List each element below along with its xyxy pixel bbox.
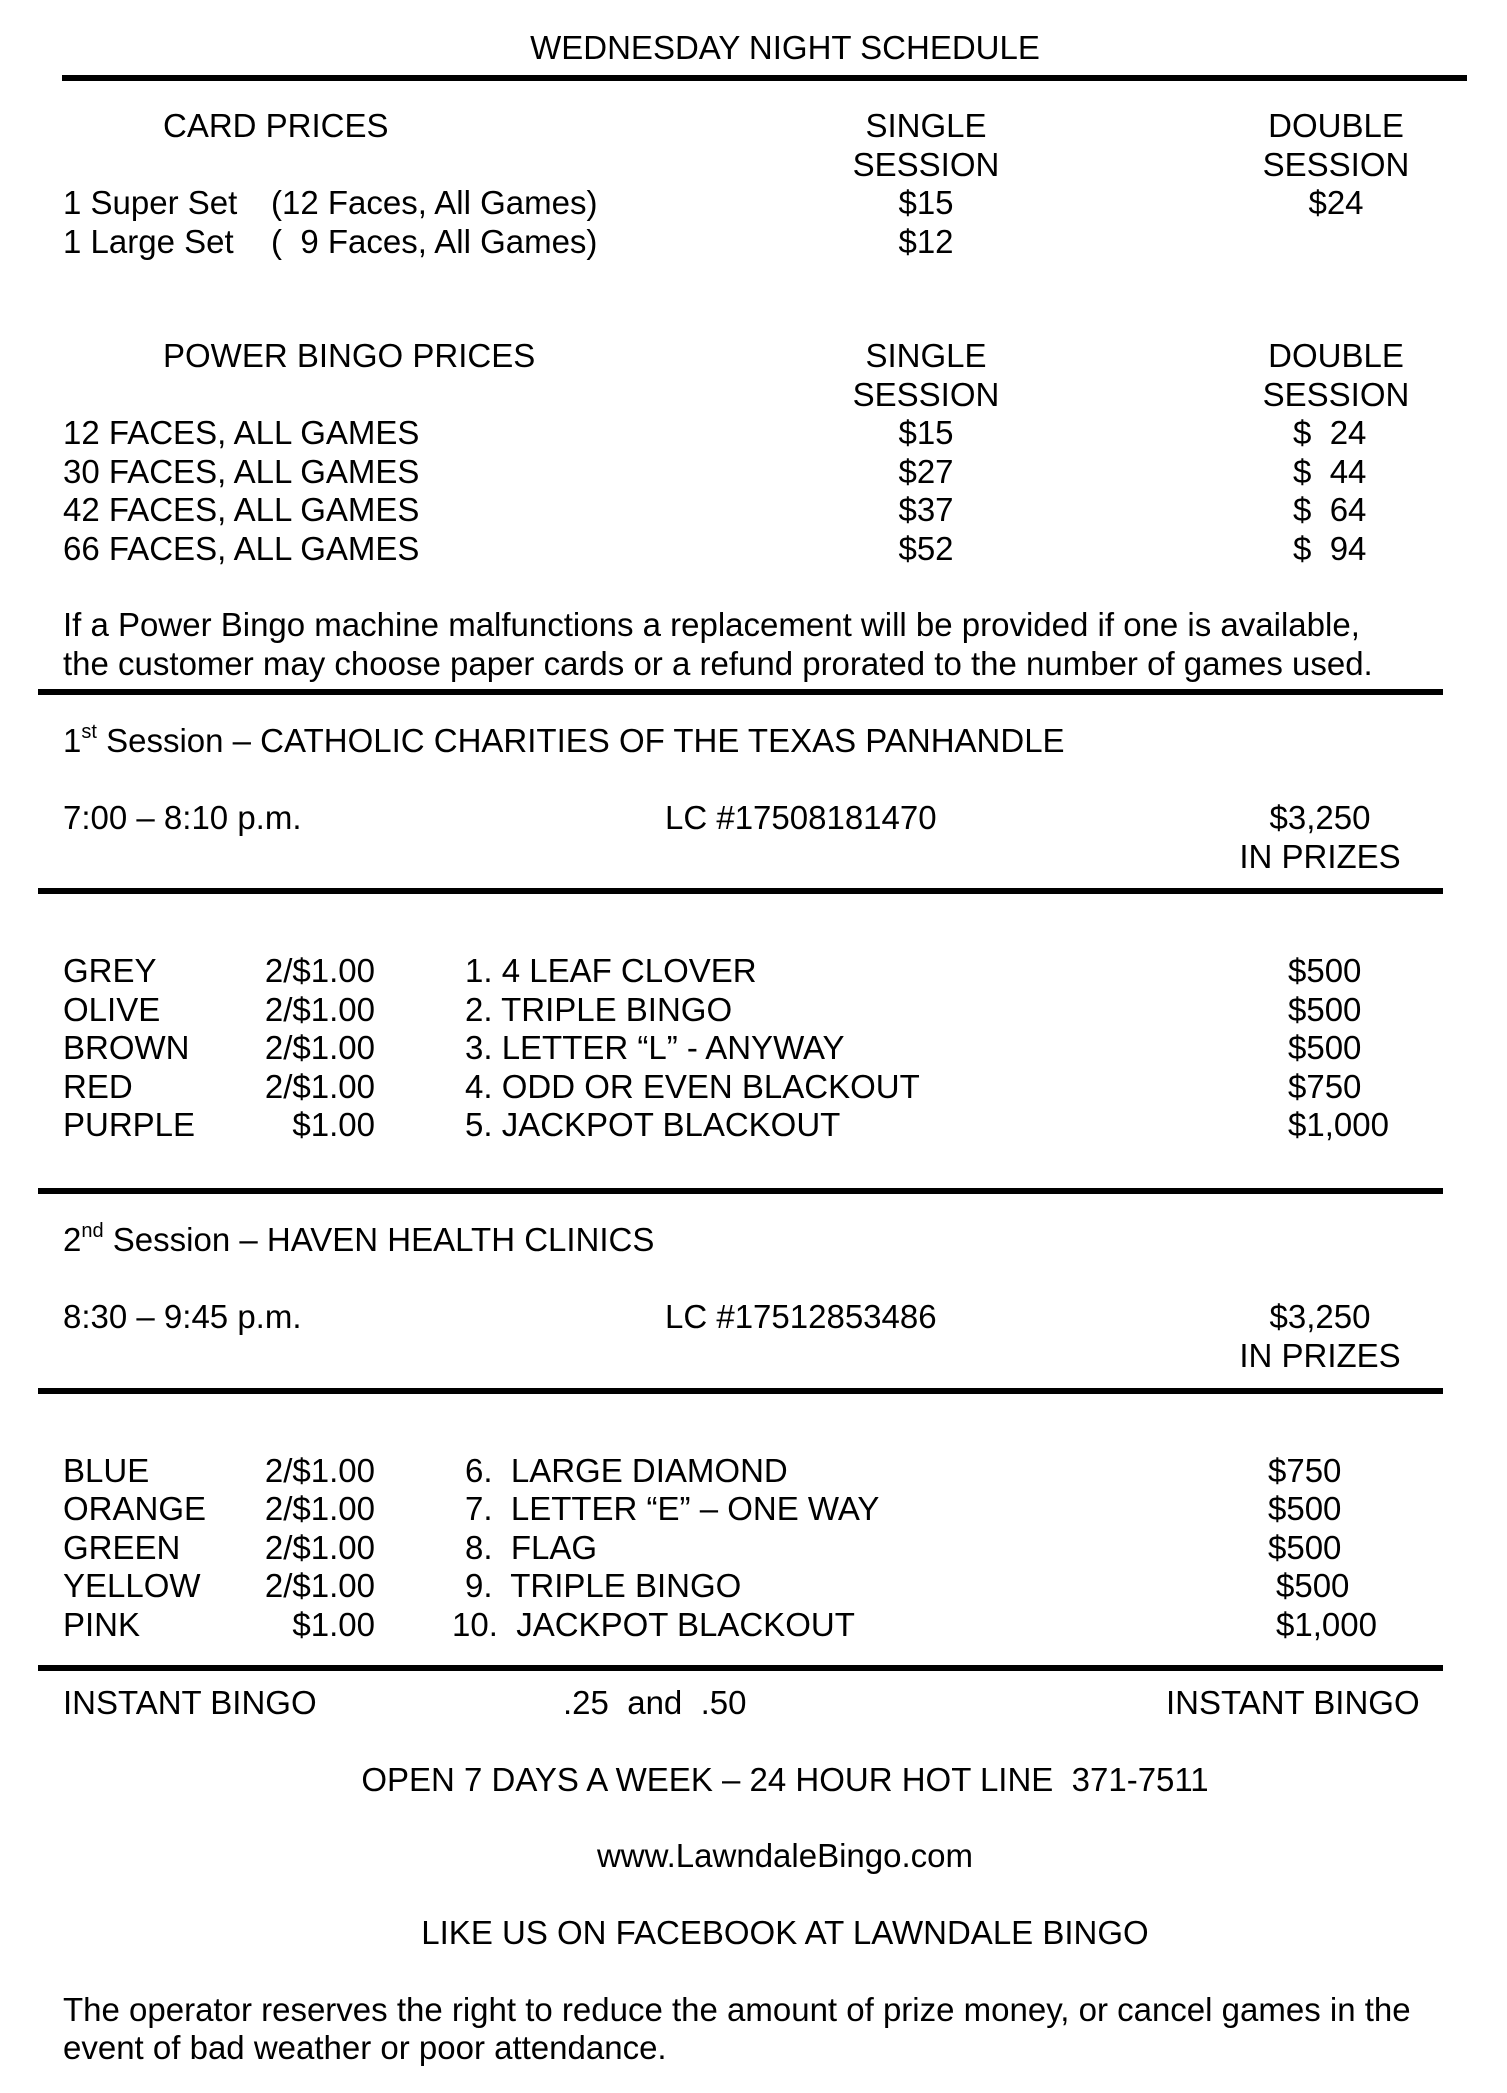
session1-license: LC #17508181470 — [665, 799, 937, 836]
power-double-header-2: SESSION — [1262, 376, 1410, 413]
power-row-double: $ 94 — [1293, 530, 1367, 567]
game-prize: $500 — [1268, 1529, 1342, 1566]
page-title: WEDNESDAY NIGHT SCHEDULE — [530, 29, 1040, 66]
game-price: $1.00 — [292, 1106, 375, 1143]
game-price: 2/$1.00 — [264, 1490, 375, 1527]
session1-prize-label: IN PRIZES — [1239, 838, 1401, 875]
game-prize: $1,000 — [1276, 1606, 1377, 1643]
session1-ordinal-suffix: st — [81, 721, 97, 743]
game-name: 4. ODD OR EVEN BLACKOUT — [465, 1068, 920, 1105]
card-row-single: $15 — [898, 184, 954, 221]
power-row-name: 42 FACES, ALL GAMES — [63, 491, 420, 528]
game-prize: $500 — [1276, 1567, 1350, 1604]
facebook-text: LIKE US ON FACEBOOK AT LAWNDALE BINGO — [421, 1914, 1149, 1951]
divider — [62, 75, 1467, 81]
card-row-detail: (12 Faces, All Games) — [271, 184, 598, 221]
game-prize: $750 — [1268, 1452, 1342, 1489]
session2-number: 2 — [63, 1221, 82, 1258]
session2-title — [63, 1221, 654, 1259]
card-row-single: $12 — [898, 223, 954, 260]
game-color: OLIVE — [63, 991, 161, 1028]
session1-prize-total: $3,250 — [1269, 799, 1371, 836]
card-row-name: 1 Large Set — [63, 223, 234, 260]
game-prize: $500 — [1288, 1029, 1362, 1066]
card-single-header-1: SINGLE — [865, 107, 987, 144]
game-color: BLUE — [63, 1452, 150, 1489]
game-price: 2/$1.00 — [264, 1567, 375, 1604]
power-row-name: 12 FACES, ALL GAMES — [63, 414, 420, 451]
game-color: GREY — [63, 952, 157, 989]
hotline-text: OPEN 7 DAYS A WEEK – 24 HOUR HOT LINE 371-7511 — [361, 1761, 1209, 1798]
website-link[interactable]: www.LawndaleBingo.com — [596, 1837, 974, 1874]
instant-bingo-right: INSTANT BINGO — [1166, 1684, 1420, 1721]
game-color: YELLOW — [63, 1567, 201, 1604]
power-row-single: $52 — [898, 530, 954, 567]
game-prize: $1,000 — [1288, 1106, 1389, 1143]
card-single-header-2: SESSION — [852, 146, 1000, 183]
game-name: 8. FLAG — [465, 1529, 598, 1566]
game-name: 10. JACKPOT BLACKOUT — [452, 1606, 855, 1643]
session2-license: LC #17512853486 — [665, 1298, 937, 1335]
session2-name: Session – HAVEN HEALTH CLINICS — [103, 1221, 655, 1258]
divider — [38, 1188, 1443, 1194]
card-row-detail: ( 9 Faces, All Games) — [271, 223, 598, 260]
session2-ordinal-suffix: nd — [81, 1220, 104, 1242]
game-prize: $750 — [1288, 1068, 1362, 1105]
session2-prize-total: $3,250 — [1269, 1298, 1371, 1335]
instant-bingo-prices: .25 and .50 — [563, 1684, 747, 1721]
card-row-name: 1 Super Set — [63, 184, 238, 221]
power-bingo-notice-line1: If a Power Bingo machine malfunctions a replacement will be provided if one is available, — [63, 606, 1360, 643]
power-row-name: 30 FACES, ALL GAMES — [63, 453, 420, 490]
card-double-header-2: SESSION — [1262, 146, 1410, 183]
power-row-double: $ 64 — [1293, 491, 1367, 528]
game-color: PURPLE — [63, 1106, 196, 1143]
game-color: RED — [63, 1068, 133, 1105]
divider — [38, 1388, 1443, 1394]
game-prize: $500 — [1268, 1490, 1342, 1527]
session1-name: Session – CATHOLIC CHARITIES OF THE TEXAS PANHANDLE — [96, 722, 1065, 759]
power-row-name: 66 FACES, ALL GAMES — [63, 530, 420, 567]
game-color: BROWN — [63, 1029, 190, 1066]
power-bingo-notice-line2: the customer may choose paper cards or a refund prorated to the number of games used. — [63, 645, 1373, 682]
power-row-single: $27 — [898, 453, 954, 490]
game-prize: $500 — [1288, 952, 1362, 989]
disclaimer-line1: The operator reserves the right to reduce the amount of prize money, or cancel games in the — [63, 1991, 1411, 2028]
session2-time: 8:30 – 9:45 p.m. — [63, 1298, 302, 1335]
divider — [38, 888, 1443, 894]
session1-time: 7:00 – 8:10 p.m. — [63, 799, 302, 836]
power-row-single: $37 — [898, 491, 954, 528]
power-bingo-heading: POWER BINGO PRICES — [163, 337, 536, 374]
game-color: GREEN — [63, 1529, 181, 1566]
session1-number: 1 — [63, 722, 82, 759]
game-price: 2/$1.00 — [264, 1529, 375, 1566]
game-color: ORANGE — [63, 1490, 207, 1527]
game-name: 1. 4 LEAF CLOVER — [465, 952, 757, 989]
game-name: 2. TRIPLE BINGO — [465, 991, 733, 1028]
power-row-double: $ 44 — [1293, 453, 1367, 490]
game-price: 2/$1.00 — [264, 952, 375, 989]
card-prices-heading: CARD PRICES — [163, 107, 389, 144]
game-name: 9. TRIPLE BINGO — [465, 1567, 742, 1604]
divider — [38, 689, 1443, 695]
card-double-header-1: DOUBLE — [1268, 107, 1404, 144]
disclaimer-line2: event of bad weather or poor attendance. — [63, 2029, 667, 2066]
game-color: PINK — [63, 1606, 141, 1643]
power-single-header-1: SINGLE — [865, 337, 987, 374]
game-name: 3. LETTER “L” - ANYWAY — [465, 1029, 845, 1066]
game-price: 2/$1.00 — [264, 1452, 375, 1489]
game-price: $1.00 — [292, 1606, 375, 1643]
divider — [38, 1665, 1443, 1671]
session2-prize-label: IN PRIZES — [1239, 1337, 1401, 1374]
game-price: 2/$1.00 — [264, 991, 375, 1028]
game-price: 2/$1.00 — [264, 1029, 375, 1066]
game-name: 5. JACKPOT BLACKOUT — [465, 1106, 841, 1143]
instant-bingo-left: INSTANT BINGO — [63, 1684, 317, 1721]
game-name: 7. LETTER “E” – ONE WAY — [465, 1490, 880, 1527]
game-prize: $500 — [1288, 991, 1362, 1028]
game-name: 6. LARGE DIAMOND — [465, 1452, 788, 1489]
session1-title — [63, 722, 1065, 760]
game-price: 2/$1.00 — [264, 1068, 375, 1105]
power-row-single: $15 — [898, 414, 954, 451]
power-single-header-2: SESSION — [852, 376, 1000, 413]
power-double-header-1: DOUBLE — [1268, 337, 1404, 374]
power-row-double: $ 24 — [1293, 414, 1367, 451]
card-row-double: $24 — [1308, 184, 1364, 221]
